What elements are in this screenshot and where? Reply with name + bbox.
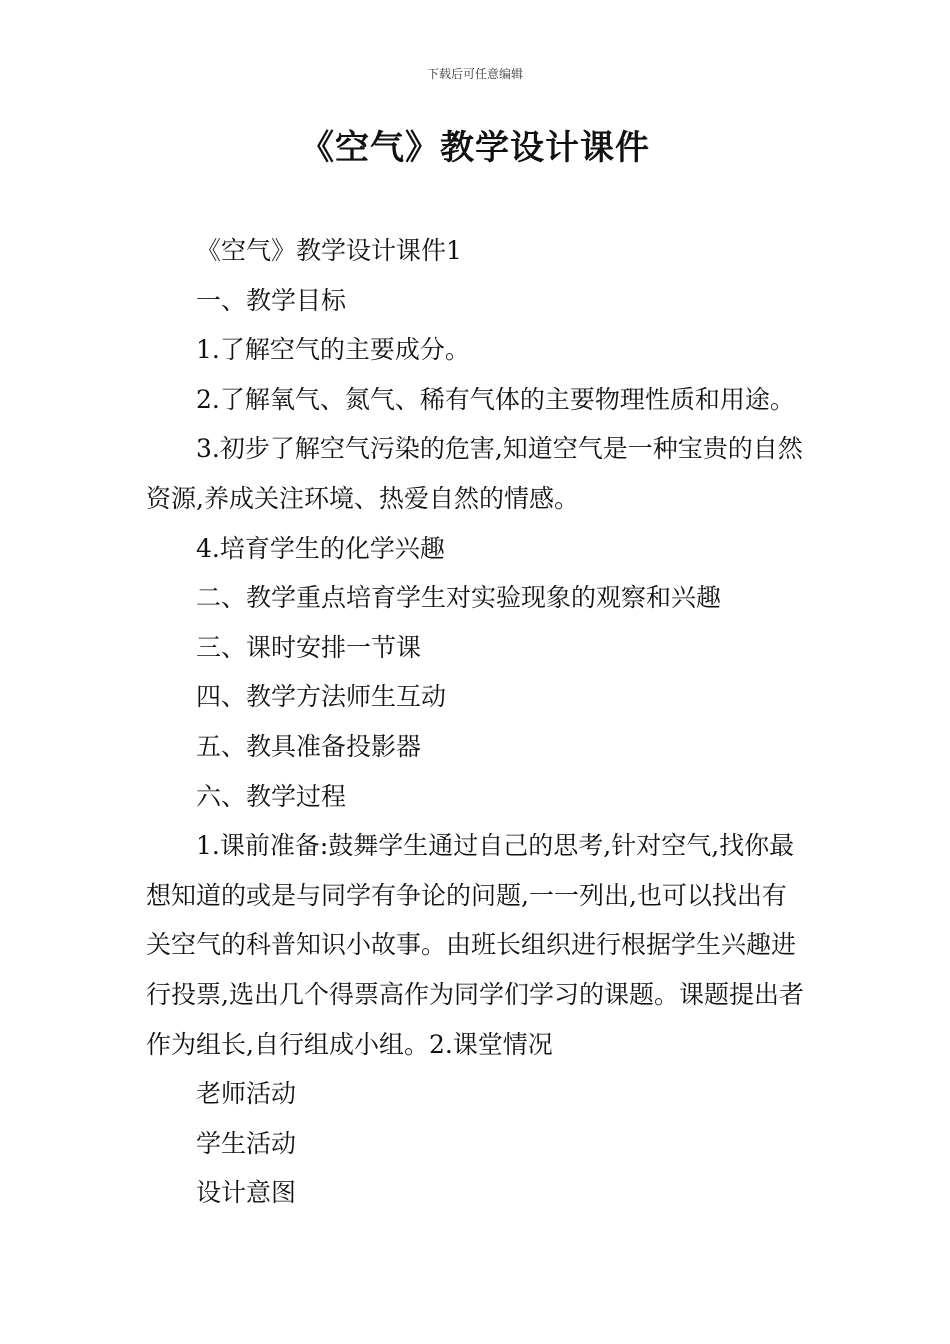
table-label-intent: 设计意图 — [196, 1178, 297, 1208]
section-heading-methods: 四、教学方法师生互动 — [196, 682, 447, 712]
objective-item: 1.了解空气的主要成分。 — [196, 335, 470, 365]
document-body — [146, 226, 810, 1218]
section-heading-tools: 五、教具准备投影器 — [196, 731, 422, 761]
header-note: 下载后可任意编辑 — [426, 67, 523, 81]
section-heading-key-points: 二、教学重点培育学生对实验现象的观察和兴趣 — [196, 583, 722, 613]
document-title: 《空气》教学设计课件 — [300, 128, 650, 168]
objective-item: 4.培育学生的化学兴趣 — [196, 533, 445, 563]
section-heading-objectives: 一、教学目标 — [196, 285, 347, 315]
objective-item: 2.了解氧气、氮气、稀有气体的主要物理性质和用途。 — [196, 384, 795, 414]
table-label-student: 学生活动 — [196, 1128, 297, 1158]
process-paragraph: 1.课前准备:鼓舞学生通过自己的思考,针对空气,找你最想知道的或是与同学有争论的问题,一一列出,也可以找出有关空气的科普知识小故事。由班长组织进行根据学生兴趣进行投票,选出几个得票高作为同学们学习的课题。课题提出者作为组长,自行组成小组。2.课堂情况 — [146, 831, 804, 1059]
table-label-teacher: 老师活动 — [196, 1079, 297, 1109]
section-heading-schedule: 三、课时安排一节课 — [196, 632, 422, 662]
objective-item: 3.初步了解空气污染的危害,知道空气是一种宝贵的自然资源,养成关注环境、热爱自然的情感。 — [146, 434, 803, 513]
subtitle-paragraph: 《空气》教学设计课件1 — [196, 236, 462, 265]
section-heading-process: 六、教学过程 — [196, 781, 347, 811]
